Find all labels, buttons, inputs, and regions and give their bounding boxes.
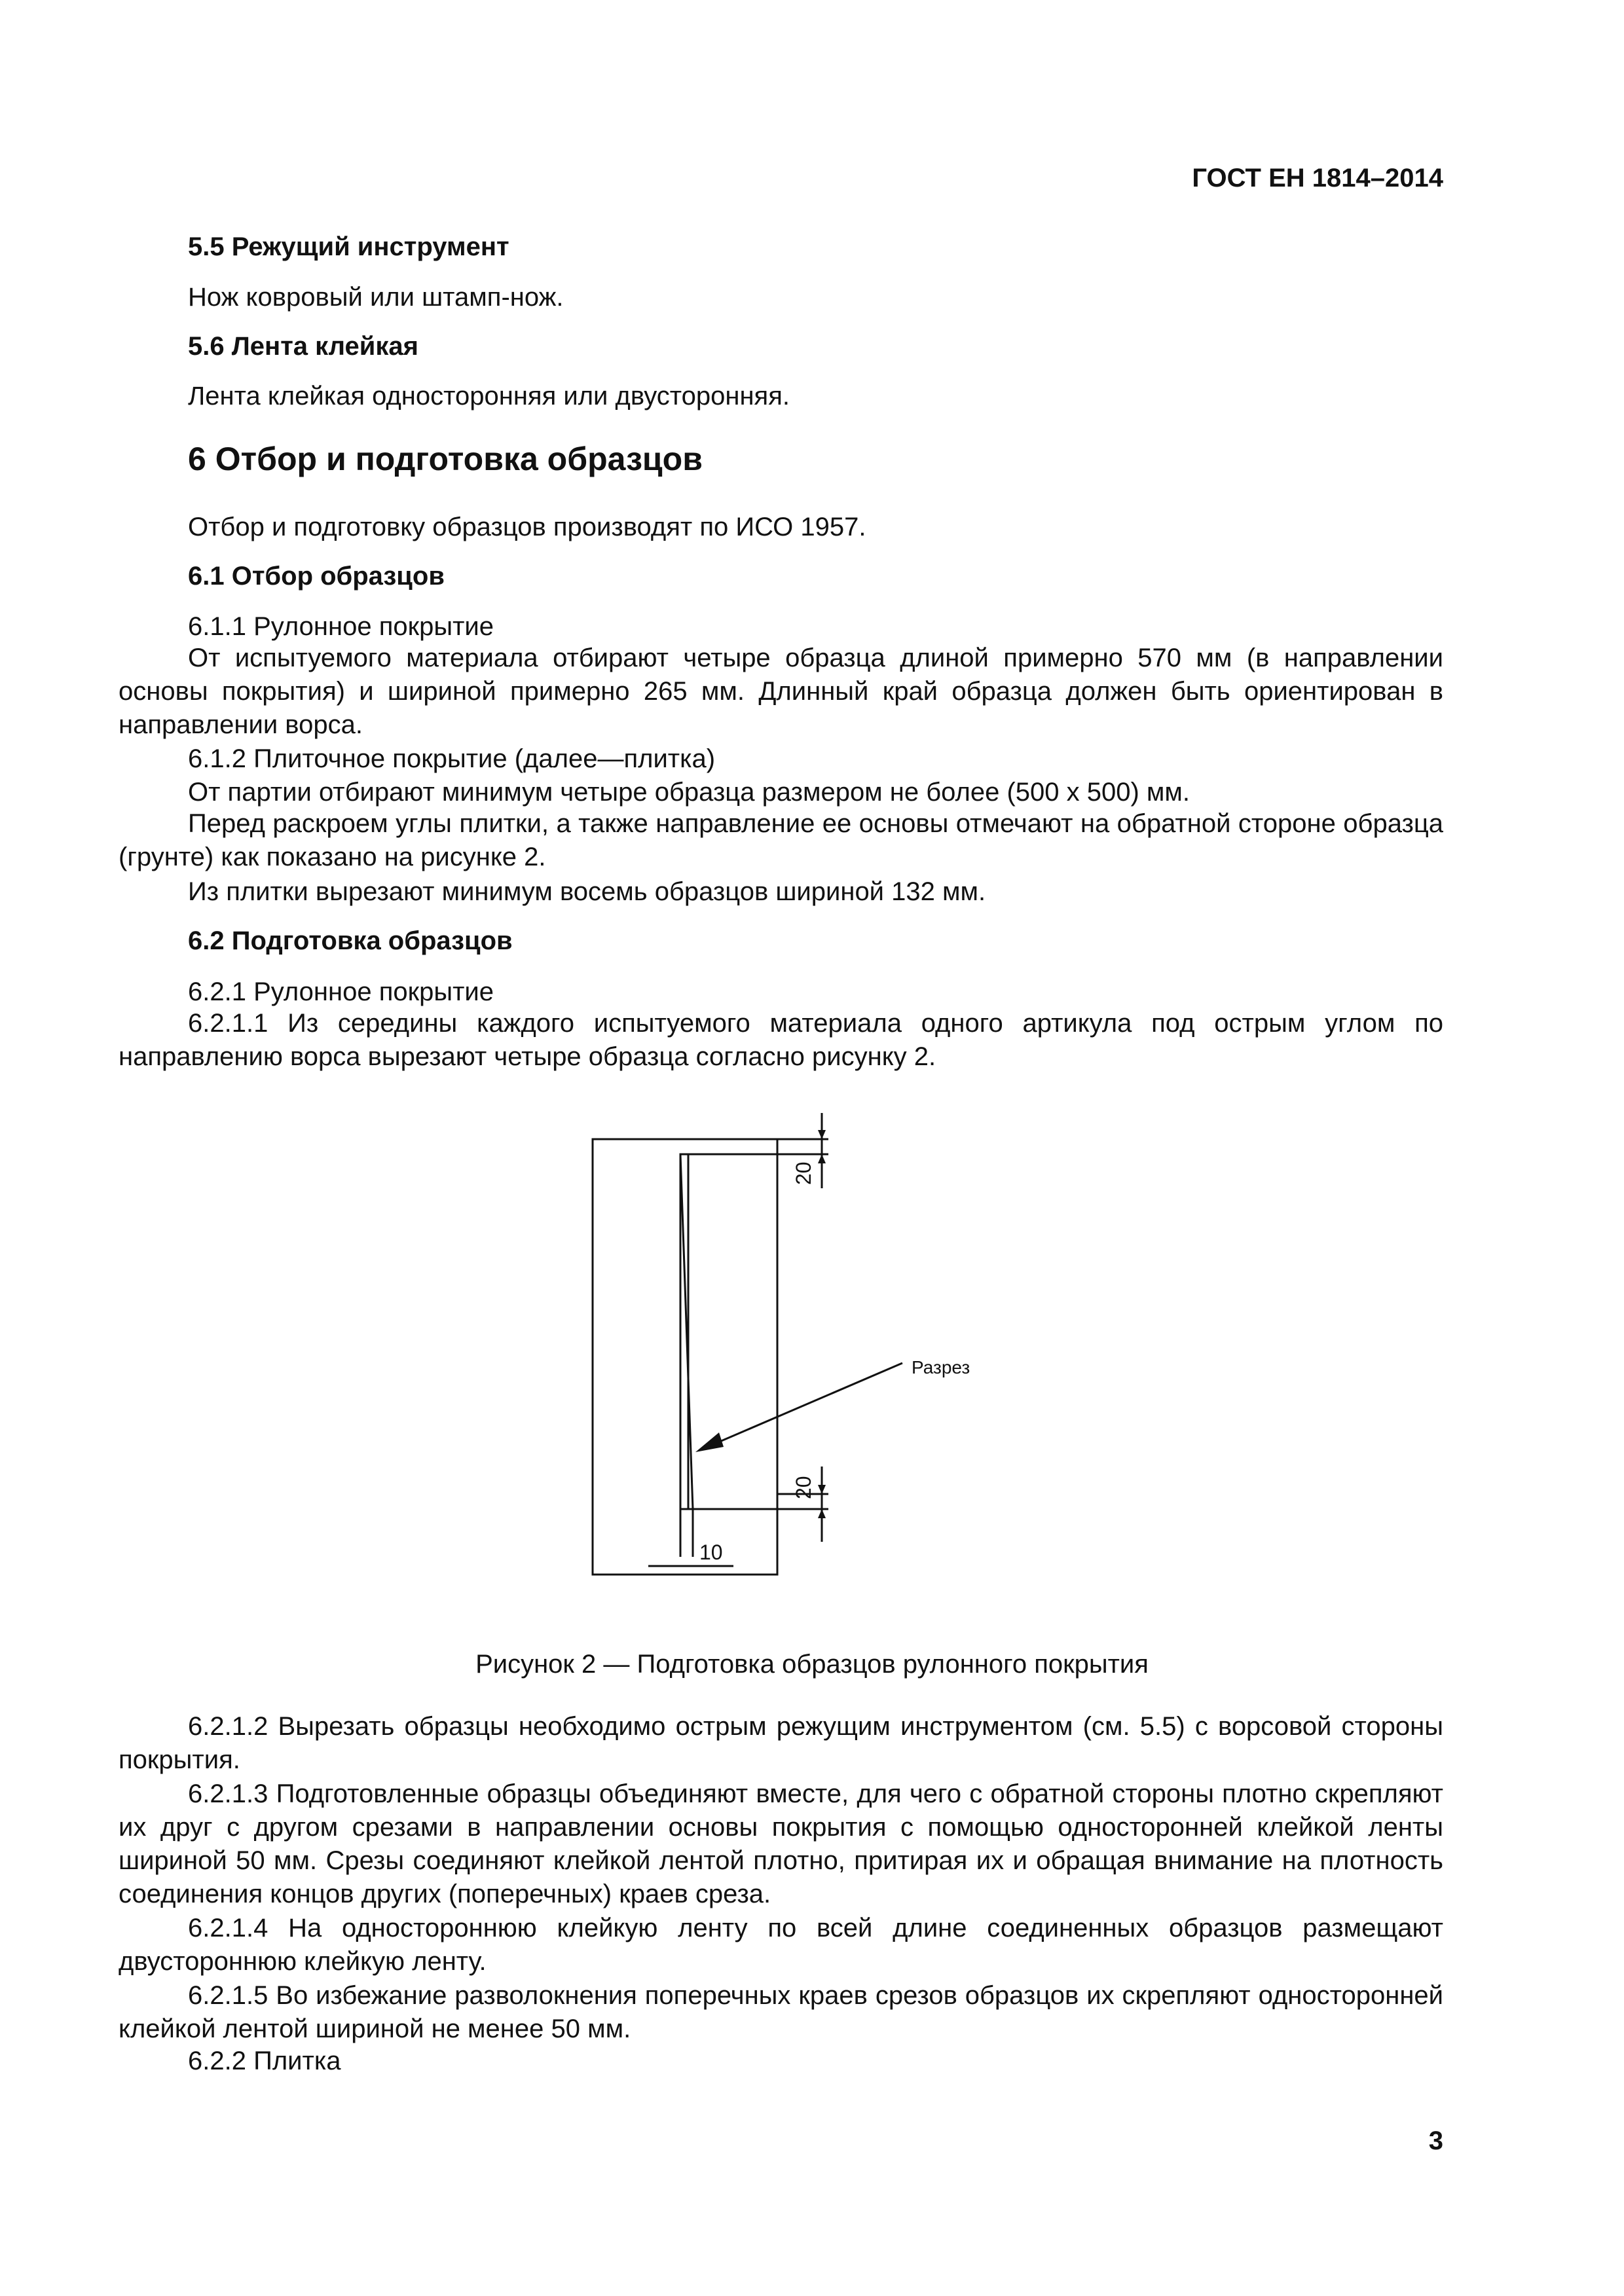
specimen-outline <box>680 1154 777 1509</box>
cut-slant-line <box>680 1154 693 1509</box>
label-cut: Разрез <box>912 1357 970 1377</box>
para-6-2-1-4-text: 6.2.1.4 На одностороннюю клейкую ленту по всей длине соединенных образцов размещают двустороннюю клейкую ленту. <box>119 1914 1443 1976</box>
para-6-1-2-text-3: Из плитки вырезают минимум восемь образцов шириной 132 мм. <box>188 877 986 906</box>
para-6-2-1-5-text: 6.2.1.5 Во избежание разволокнения поперечных краев срезов образцов их скрепляют односторонней клейкой лентой шириной не менее 50 мм. <box>119 1981 1443 2043</box>
para-6-1-2-title: 6.1.2 Плиточное покрытие (далее—плитка) <box>188 744 716 773</box>
section-6-2-title: 6.2 Подготовка образцов <box>188 926 513 955</box>
dim-bottom: 20 <box>792 1476 815 1499</box>
cut-leader-line <box>710 1363 902 1446</box>
section-5-5-text: Нож ковровый или штамп-нож. <box>188 283 564 312</box>
figure-2-caption: Рисунок 2 — Подготовка образцов рулонного покрытия <box>475 1650 1149 1679</box>
section-5-5-title: 5.5 Режущий инструмент <box>188 232 509 261</box>
section-6-1-title: 6.1 Отбор образцов <box>188 562 445 591</box>
para-6-1-1-title: 6.1.1 Рулонное покрытие <box>188 612 494 641</box>
dim-width: 10 <box>699 1540 723 1564</box>
para-6-1-2-text-1: От партии отбирают минимум четыре образца размером не более (500 х 500) мм. <box>188 778 1190 807</box>
para-6-2-1-title: 6.2.1 Рулонное покрытие <box>188 977 494 1006</box>
section-5-6-title: 5.6 Лента клейкая <box>188 332 418 361</box>
para-6-2-1-1-text: 6.2.1.1 Из середины каждого испытуемого материала одного артикула под острым углом по направлению ворса вырезают четыре образца согласно рисунку 2. <box>119 1009 1443 1071</box>
section-6-heading: 6 Отбор и подготовка образцов <box>188 441 703 477</box>
dim-top: 20 <box>792 1161 815 1185</box>
section-6-intro: Отбор и подготовку образцов производят по ИСО 1957. <box>188 513 866 541</box>
page-number: 3 <box>1428 2126 1443 2155</box>
para-6-2-1-2-text: 6.2.1.2 Вырезать образцы необходимо острым режущим инструментом (см. 5.5) с ворсовой стороны покрытия. <box>119 1712 1443 1774</box>
para-6-1-2-text-2: Перед раскроем углы плитки, а также направление ее основы отмечают на обратной стороне образца (грунте) как показано на рисунке 2. <box>119 809 1443 871</box>
para-6-1-1-text: От испытуемого материала отбирают четыре образца длиной примерно 570 мм (в направлении основы покрытия) и шириной примерно 265 мм. Длинный край образца должен быть ориентирован в направлении ворса. <box>119 644 1443 739</box>
document-code-header: ГОСТ ЕН 1814–2014 <box>1192 164 1443 192</box>
para-6-2-2-title: 6.2.2 Плитка <box>188 2047 341 2075</box>
section-5-6-text: Лента клейкая односторонняя или двусторонняя. <box>188 382 790 410</box>
arrow-head-icon <box>695 1432 724 1452</box>
para-6-2-1-3-text: 6.2.1.3 Подготовленные образцы объединяют вместе, для чего с обратной стороны плотно скрепляют их друг с другом срезами в направлении основы покрытия с помощью односторонней клейкой ленты шириной 50 мм. Срезы соединяют клейкой лентой плотно, притирая их и обращая внимание на плотность соединения концов других (поперечных) краев среза. <box>119 1779 1443 1908</box>
